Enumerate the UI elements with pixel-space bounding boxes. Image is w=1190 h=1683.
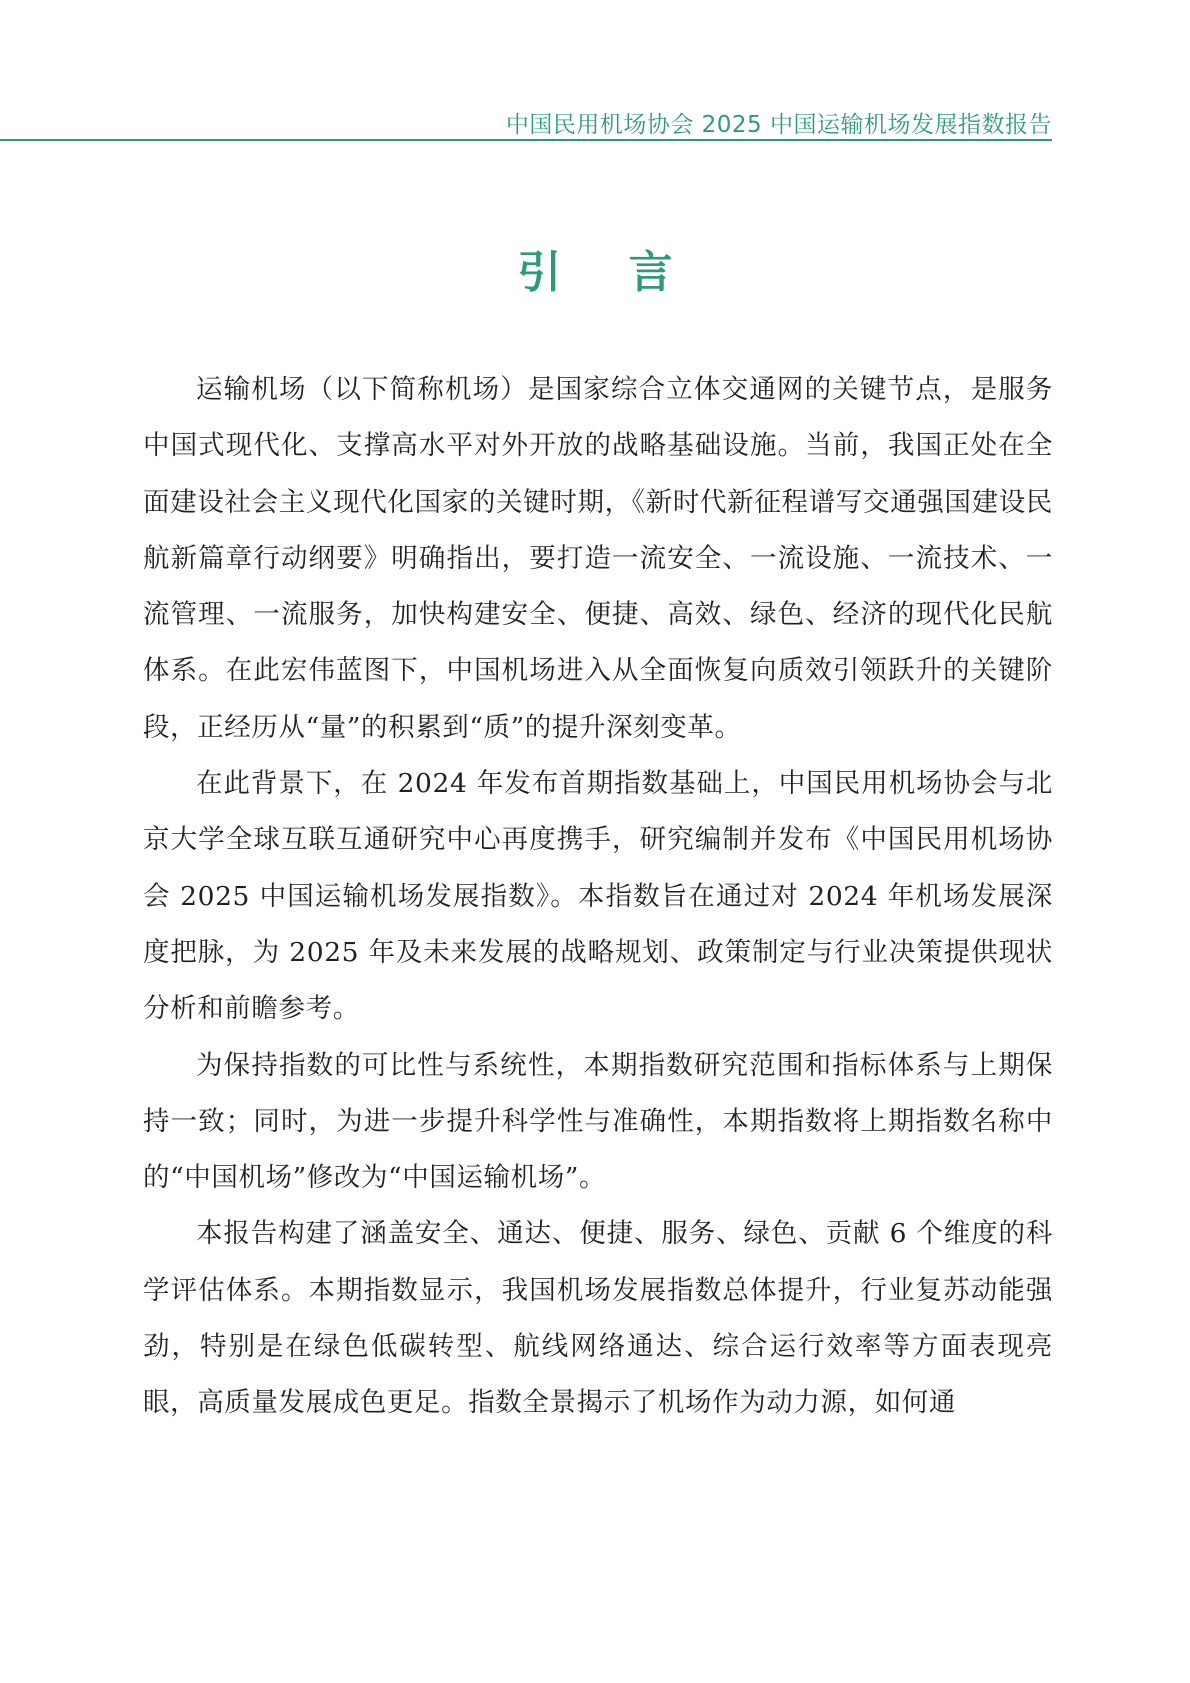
report-header-title: 中国民用机场协会 2025 中国运输机场发展指数报告 xyxy=(505,112,1052,138)
paragraph-4: 本报告构建了涵盖安全、通达、便捷、服务、绿色、贡献 6 个维度的科学评估体系。本期指数显示，我国机场发展指数总体提升，行业复苏动能强劲，特别是在绿色低碳转型、航线网络通达、综合运行效率等方面表现亮眼，高质量发展成色更足。指数全景揭示了机场作为动力源，如何通 xyxy=(143,1218,1053,1419)
paragraph-3: 为保持指数的可比性与系统性，本期指数研究范围和指标体系与上期保持一致；同时，为进一步提升科学性与准确性，本期指数将上期指数名称中的“中国机场”修改为“中国运输机场”。 xyxy=(143,1049,1053,1194)
page-title: 引 言 xyxy=(517,247,699,298)
header-divider xyxy=(0,139,1052,141)
paragraph-2: 在此背景下，在 2024 年发布首期指数基础上，中国民用机场协会与北京大学全球互联互通研究中心再度携手，研究编制并发布《中国民用机场协会 2025 中国运输机场发展指数》。本指数旨在通过对 2024 年机场发展深度把脉，为 2025 年及未来发展的战略规划、政策制定与行业决策提供现状分析和前瞻参考。 xyxy=(143,768,1053,1025)
body-text xyxy=(143,362,1053,1432)
paragraph-1: 运输机场（以下简称机场）是国家综合立体交通网的关键节点，是服务中国式现代化、支撑高水平对外开放的战略基础设施。当前，我国正处在全面建设社会主义现代化国家的关键时期，《新时代新征程谱写交通强国建设民航新篇章行动纲要》明确指出，要打造一流安全、一流设施、一流技术、一流管理、一流服务，加快构建安全、便捷、高效、绿色、经济的现代化民航体系。在此宏伟蓝图下，中国机场进入从全面恢复向质效引领跃升的关键阶段，正经历从“量”的积累到“质”的提升深刻变革。 xyxy=(143,374,1053,743)
